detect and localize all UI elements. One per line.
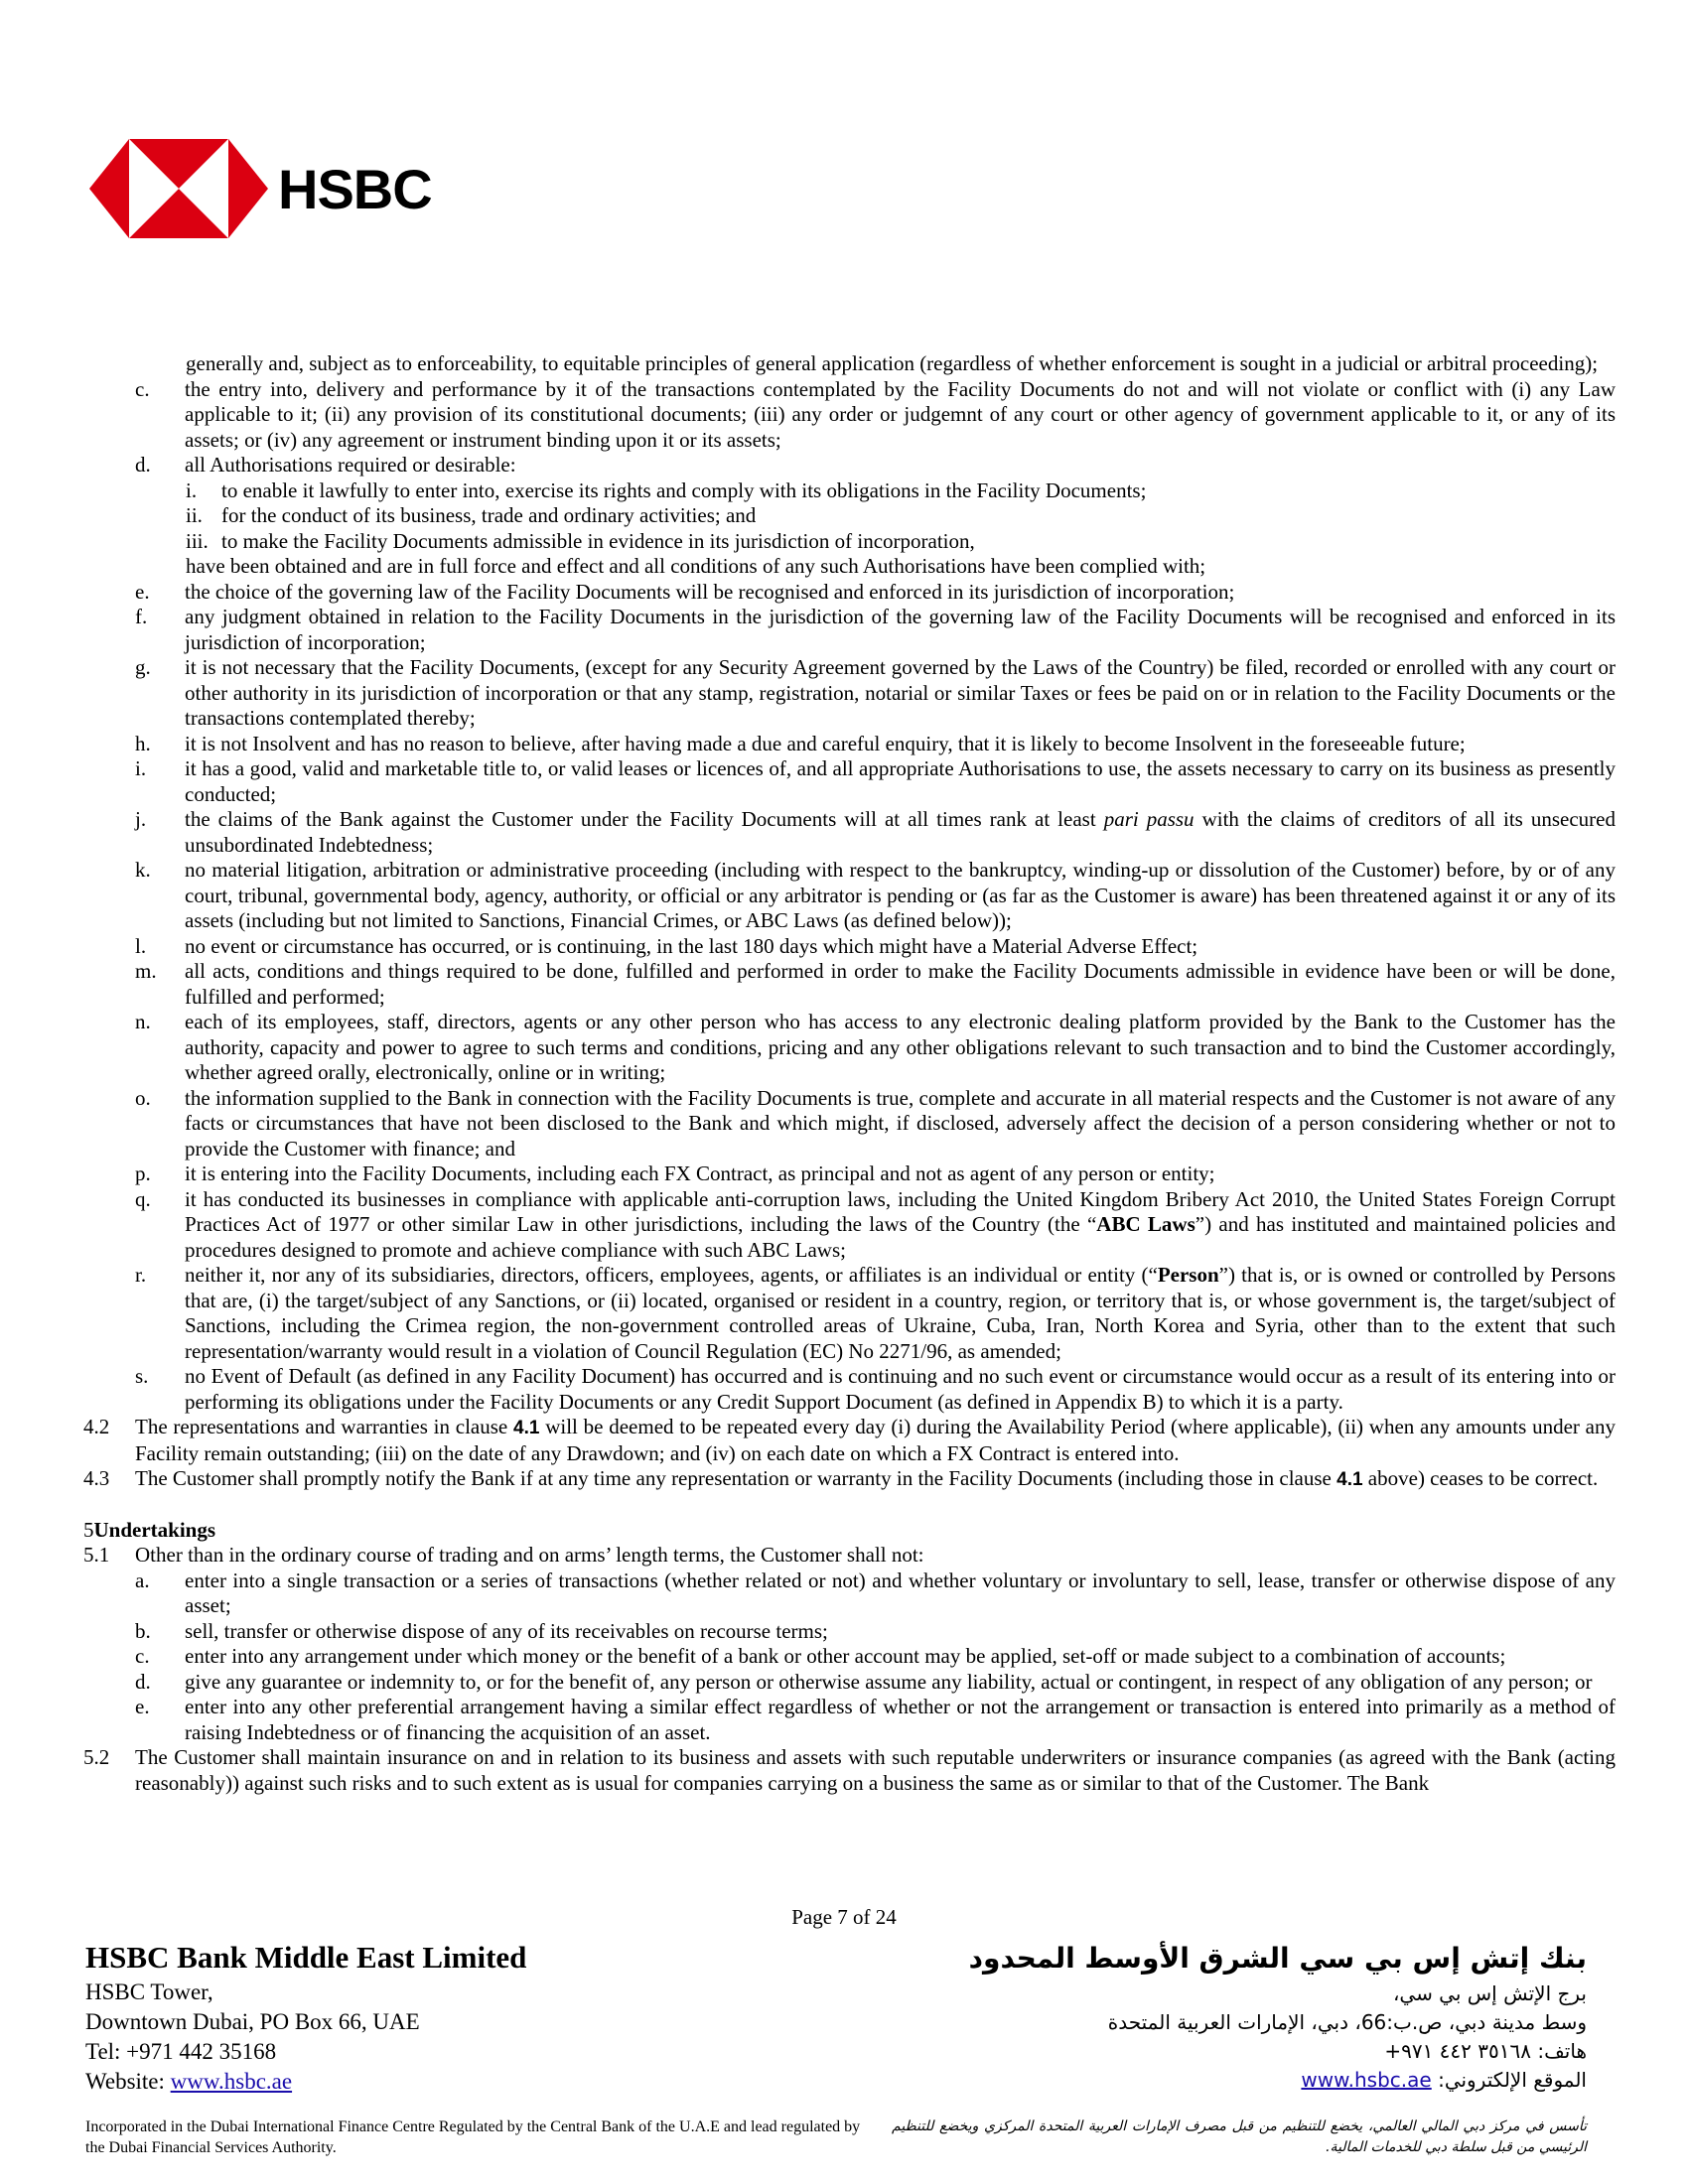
clause-text: have been obtained and are in full force and effect and all conditions of any such Authorisations have been complied with; xyxy=(186,554,1206,578)
clause-text: it is entering into the Facility Documents, including each FX Contract, as principal and not as agent of any person or entity; xyxy=(185,1161,1215,1185)
clause-marker: e. xyxy=(135,579,150,604)
clause-text: it has conducted its businesses in compliance with applicable anti-corruption laws, including the United Kingdom Bribery Act 2010, the United States Foreign Corrupt Practices Act of 1977 or other similar Law in other jurisdictions, including the laws of the Country (the “ABC Laws”) and has instituted and maintained policies and procedures designed to promote and achieve compliance with such ABC Laws; xyxy=(185,1186,1616,1262)
clause-text: the information supplied to the Bank in connection with the Facility Documents is true, complete and accurate in all material respects and the Customer is not aware of any facts or circumstances that have not been disclosed to the Bank and which might, if disclosed, adversely affect the decision of a person considering whether or not to provide the Customer with finance; and xyxy=(185,1085,1616,1160)
clause-text: enter into any other preferential arrangement having a similar effect regardless of whether or not the arrangement or transaction is entered into primarily as a method of raising Indebtedness or of financing the acquisition of an asset. xyxy=(185,1695,1616,1744)
clause-text: The representations and warranties in clause 4.1 will be deemed to be repeated every day (i) during the Availability Period (where applicable), (ii) when any amounts under any Facility remain outstanding; (iii) on the date of any Drawdown; and (iv) on each date on which a FX Contract is entered into. xyxy=(135,1415,1616,1465)
clause-text: it is not necessary that the Facility Documents, (except for any Security Agreement governed by the Laws of the Country) be filed, recorded or enrolled with any court or other authority in its jurisdiction of incorporation or that any stamp, registration, notarial or similar Taxes or fees be paid on or in relation to the Facility Documents or the transactions contemplated thereby; xyxy=(185,655,1616,730)
clause-text: enter into a single transaction or a series of transactions (whether related or not) and whether voluntary or involuntary to sell, lease, transfer or otherwise dispose of any asset; xyxy=(185,1568,1616,1617)
clause-marker: h. xyxy=(135,731,151,755)
clause-row xyxy=(83,807,1616,858)
clause-row xyxy=(83,1695,1616,1745)
clause-marker: a. xyxy=(135,1568,150,1592)
clause-marker: c. xyxy=(135,1644,150,1668)
clause-row xyxy=(83,732,1616,757)
clause-marker: 5.2 xyxy=(83,1745,110,1769)
clause-marker: p. xyxy=(135,1161,151,1185)
clause-text: it has a good, valid and marketable title to, or valid leases or licences of, and all appropriate Authorisations to use, the assets necessary to carry on its business as presently conducted; xyxy=(185,756,1616,806)
clause-text: all Authorisations required or desirable: xyxy=(185,453,516,477)
footer-telephone-ar: هاتف: ٣٥١٦٨ ٤٤٢ ٩٧١+ xyxy=(1384,2039,1587,2063)
footer-address-line1: HSBC Tower, xyxy=(85,1979,213,2004)
clause-marker: e. xyxy=(135,1695,150,1718)
clause-row xyxy=(83,503,1616,529)
clause-row xyxy=(83,1086,1616,1162)
footer-website-row xyxy=(85,2067,526,2097)
footer-address-ar xyxy=(969,1938,1587,2095)
clause-text: no event or circumstance has occurred, or is continuing, in the last 180 days which might have a Material Adverse Effect; xyxy=(185,933,1198,958)
clause-marker: 4.2 xyxy=(83,1415,110,1438)
clause-row xyxy=(83,858,1616,934)
clause-text: to make the Facility Documents admissible in evidence in its jurisdiction of incorporation, xyxy=(221,528,975,553)
clause-marker: l. xyxy=(135,933,147,958)
logo-wordmark: HSBC xyxy=(278,158,432,220)
clause-text: all acts, conditions and things required to be done, fulfilled and performed in order to make the Facility Documents admissible in evidence have been or will be done, fulfilled and performed; xyxy=(185,959,1616,1009)
legal-notice-ar: تأسس في مركز دبي المالي العالمي، يخضع للتنظيم من قبل مصرف الإمارات العربية المتحدة المركزي ويخضع للتنظيم الرئيسي من قبل سلطة دبي للخدمات المالية. xyxy=(892,2118,1587,2155)
clause-marker: d. xyxy=(135,1669,151,1694)
footer-address-line1-ar: برج الإتش إس بي سي، xyxy=(1392,1981,1587,2005)
clause-marker: s. xyxy=(135,1364,149,1388)
clause-row xyxy=(83,529,1616,555)
legal-notice-en: Incorporated in the Dubai International Finance Centre Regulated by the Central Bank of the U.A.E and lead regulated by the Dubai Financial Services Authority. xyxy=(85,2118,861,2156)
clause-marker: r. xyxy=(135,1263,147,1287)
clause-marker: d. xyxy=(135,453,151,477)
clause-marker: b. xyxy=(135,1618,151,1643)
clause-marker: 5 xyxy=(83,1517,94,1542)
footer-company-name-ar: بنك إتش إس بي سي الشرق الأوسط المحدود xyxy=(968,1942,1587,1975)
clause-row xyxy=(83,1543,1616,1569)
clause-marker: m. xyxy=(135,959,157,983)
clause-row xyxy=(83,351,1616,377)
clause-row xyxy=(83,1010,1616,1086)
footer-website-link[interactable]: www.hsbc.ae xyxy=(170,2069,293,2094)
clause-text: any judgment obtained in relation to the Facility Documents in the jurisdiction of the governing law of the Facility Documents will be recognised and enforced in its jurisdiction of incorporation; xyxy=(185,605,1616,654)
clause-text: it is not Insolvent and has no reason to believe, after having made a due and careful enquiry, that it is likely to become Insolvent in the foreseeable future; xyxy=(185,731,1466,755)
clause-text: the choice of the governing law of the Facility Documents will be recognised and enforced in its jurisdiction of incorporation; xyxy=(185,579,1235,604)
clause-marker: g. xyxy=(135,655,151,679)
clause-marker: ii. xyxy=(186,503,203,527)
footer-telephone: Tel: +971 442 35168 xyxy=(85,2039,277,2064)
clause-text: no material litigation, arbitration or administrative proceeding (including with respect to the bankruptcy, winding-up or dissolution of the Customer) before, by or of any court, tribunal, governmental body, agency, authority, or official or any arbitrator is pending or (as far as the Customer is aware) has been threatened against it or any of its assets (including but not limited to Sanctions, Financial Crimes, or ABC Laws (as defined below)); xyxy=(185,858,1616,932)
clause-marker: c. xyxy=(135,376,150,401)
clause-text: generally and, subject as to enforceability, to equitable principles of general application (regardless of whether enforcement is sought in a judicial or arbitral proceeding); xyxy=(186,351,1599,375)
clause-text: neither it, nor any of its subsidiaries, directors, officers, employees, agents, or affiliates is an individual or entity (“Person”) that is, or is owned or controlled by Persons that are, (i) the target/subject of any Sanctions, or (ii) located, organised or resident in a country, region, or territory that is, or whose government is, the target/subject of Sanctions, including the Crimea region, the non-government controlled areas of Ukraine, Cuba, Iran, North Korea and Syria, other than to the extent that such representation/warranty would result in a violation of Council Regulation (EC) No 2271/96, as amended; xyxy=(185,1263,1616,1363)
clause-row xyxy=(83,1466,1616,1493)
clause-marker: k. xyxy=(135,858,151,882)
clause-text: to enable it lawfully to enter into, exercise its rights and comply with its obligations in the Facility Documents; xyxy=(221,478,1147,502)
clause-text: enter into any arrangement under which money or the benefit of a bank or other account may be applied, set-off or made subject to a combination of accounts; xyxy=(185,1644,1506,1668)
clause-text: each of its employees, staff, directors, agents or any other person who has access to any electronic dealing platform provided by the Bank to the Customer has the authority, capacity and power to agree to such terms and conditions, pricing and any other obligations relevant to such transaction and to bind the Customer accordingly, whether agreed orally, electronically, online or in writing; xyxy=(185,1010,1616,1084)
clause-text: The Customer shall promptly notify the Bank if at any time any representation or warranty in the Facility Documents (including those in clause 4.1 above) ceases to be correct. xyxy=(135,1466,1599,1490)
clause-row xyxy=(83,1745,1616,1796)
hsbc-logo xyxy=(89,139,432,238)
clause-text: give any guarantee or indemnity to, or for the benefit of, any person or otherwise assume any liability, actual or contingent, in respect of any obligation of any person; or xyxy=(185,1669,1593,1694)
clause-text: for the conduct of its business, trade and ordinary activities; and xyxy=(221,503,757,527)
clause-marker: f. xyxy=(135,605,148,628)
clause-row xyxy=(83,478,1616,504)
footer-website-row-ar xyxy=(969,2066,1587,2095)
clause-text: sell, transfer or otherwise dispose of any of its receivables on recourse terms; xyxy=(185,1618,828,1643)
clause-row xyxy=(83,934,1616,960)
footer-address-line2: Downtown Dubai, PO Box 66, UAE xyxy=(85,2009,420,2034)
clause-row xyxy=(83,1644,1616,1670)
footer-company-name: HSBC Bank Middle East Limited xyxy=(85,1940,527,1975)
footer-address-en xyxy=(85,1938,526,2097)
hexagon-logo-icon xyxy=(89,139,268,238)
document-body xyxy=(83,351,1616,1796)
clause-marker: q. xyxy=(135,1186,151,1211)
clause-marker: i. xyxy=(135,756,147,780)
clause-row xyxy=(83,1187,1616,1264)
clause-row xyxy=(83,1161,1616,1187)
page-number: Page 7 of 24 xyxy=(791,1905,897,1929)
footer-website-label: Website: xyxy=(85,2069,171,2094)
clause-row xyxy=(83,756,1616,807)
clause-row xyxy=(83,605,1616,655)
clause-marker: i. xyxy=(186,478,198,502)
clause-marker: iii. xyxy=(186,528,209,553)
clause-row xyxy=(83,1569,1616,1619)
clause-row xyxy=(83,1619,1616,1645)
clause-row xyxy=(83,959,1616,1010)
clause-text: no Event of Default (as defined in any Facility Document) has occurred and is continuing and no such event or circumstance would occur as a result of its entering into or performing its obligations under the Facility Documents or any Credit Support Document (as defined in Appendix B) to which it is a party. xyxy=(185,1364,1616,1414)
clause-text: The Customer shall maintain insurance on and in relation to its business and assets with such reputable underwriters or insurance companies (as agreed with the Bank (acting reasonably)) against such risks and to such extent as is usual for companies carrying on a business the same as or similar to that of the Customer. The Bank xyxy=(135,1745,1616,1795)
footer-website-label-ar: الموقع الإلكتروني: xyxy=(1431,2068,1587,2092)
clause-marker: 4.3 xyxy=(83,1466,110,1490)
clause-row xyxy=(83,554,1616,580)
clause-text: Undertakings xyxy=(93,1517,216,1542)
clause-marker: j. xyxy=(135,807,147,831)
clause-row xyxy=(83,377,1616,454)
clause-text: Other than in the ordinary course of trading and on arms’ length terms, the Customer shall not: xyxy=(135,1543,924,1567)
footer-address-line2-ar: وسط مدينة دبي، ص.ب:66، دبي، الإمارات العربية المتحدة xyxy=(1107,2010,1587,2034)
footer-website-link-ar[interactable]: www.hsbc.ae xyxy=(1301,2068,1432,2092)
clause-text: the claims of the Bank against the Customer under the Facility Documents will at all times rank at least pari passu with the claims of creditors of all its unsecured unsubordinated Indebtedness; xyxy=(185,807,1616,857)
section-heading xyxy=(83,1518,1616,1544)
clause-row xyxy=(83,1263,1616,1364)
clause-marker: 5.1 xyxy=(83,1543,110,1567)
clause-row xyxy=(83,453,1616,478)
clause-row xyxy=(83,1364,1616,1415)
clause-marker: n. xyxy=(135,1010,151,1033)
clause-row xyxy=(83,580,1616,606)
clause-row xyxy=(83,1670,1616,1696)
clause-marker: o. xyxy=(135,1085,151,1110)
clause-text: the entry into, delivery and performance by it of the transactions contemplated by the Facility Documents do not and will not violate or conflict with (i) any Law applicable to it; (ii) any provision of its constitutional documents; (iii) any order or judgemnt of any court or other agency of government applicable to it, or any of its assets; or (iv) any agreement or instrument binding upon it or its assets; xyxy=(185,376,1616,452)
clause-row xyxy=(83,655,1616,732)
clause-row xyxy=(83,1415,1616,1466)
